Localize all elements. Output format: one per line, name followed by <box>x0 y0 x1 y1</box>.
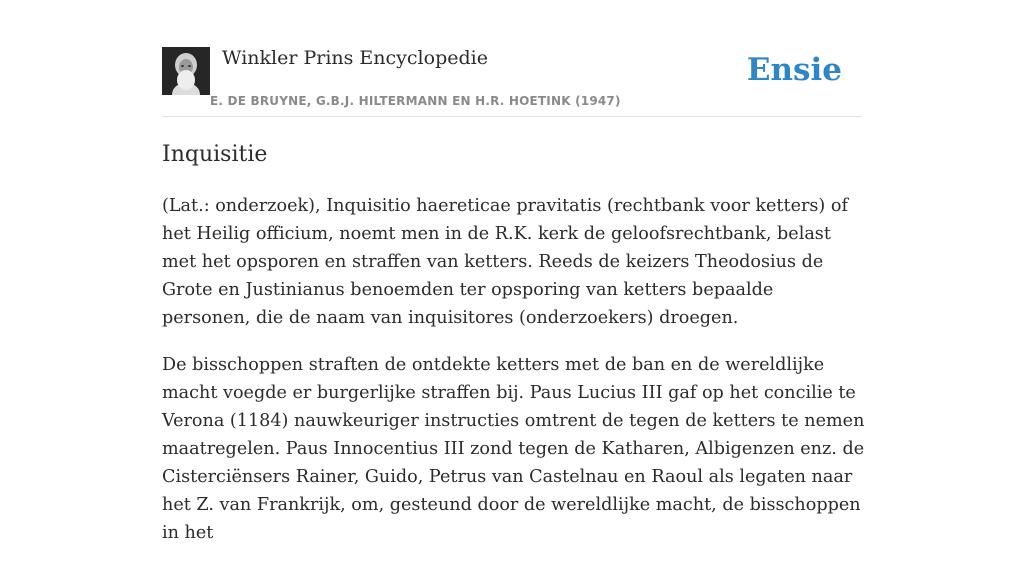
portrait-icon <box>162 47 210 95</box>
paragraph: (Lat.: onderzoek), Inquisitio haereticae pravitatis (rechtbank voor ketters) of het Heilig officium, noemt men in de R.K. kerk de geloofsrechtbank, belast met het opsporen en straffen van ketters. Reeds de keizers Theodosius de Grote en Justinianus benoemden ter opsporing van ketters bepaalde personen, die de naam van inquisitores (onderzoekers) droegen. <box>162 196 848 328</box>
author-avatar[interactable] <box>162 47 210 95</box>
source-title[interactable]: Winkler Prins Encyclopedie <box>222 47 488 69</box>
entry-title: Inquisitie <box>162 142 268 167</box>
paragraph: De bisschoppen straften de ontdekte ketters met de ban en de wereldlijke macht voegde er burgerlijke straffen bij. Paus Lucius III gaf op het concilie te Verona (1184) nauwkeuriger instructies omtrent de tegen de ketters te nemen maatregelen. Paus Innocentius III zond tegen de Katharen, Albigenzen enz. de Cisterciënsers Rainer, Guido, Petrus van Castelnau en Raoul als legaten naar het Z. van Frankrijk, om, gesteund door de wereldlijke macht, de bisschoppen in het <box>162 355 865 543</box>
brand-logo[interactable]: Ensie <box>746 52 842 88</box>
source-header <box>162 46 862 117</box>
source-authors: E. DE BRUYNE, G.B.J. HILTERMANN EN H.R. HOETINK (1947) <box>210 94 621 108</box>
entry-body <box>162 192 866 566</box>
